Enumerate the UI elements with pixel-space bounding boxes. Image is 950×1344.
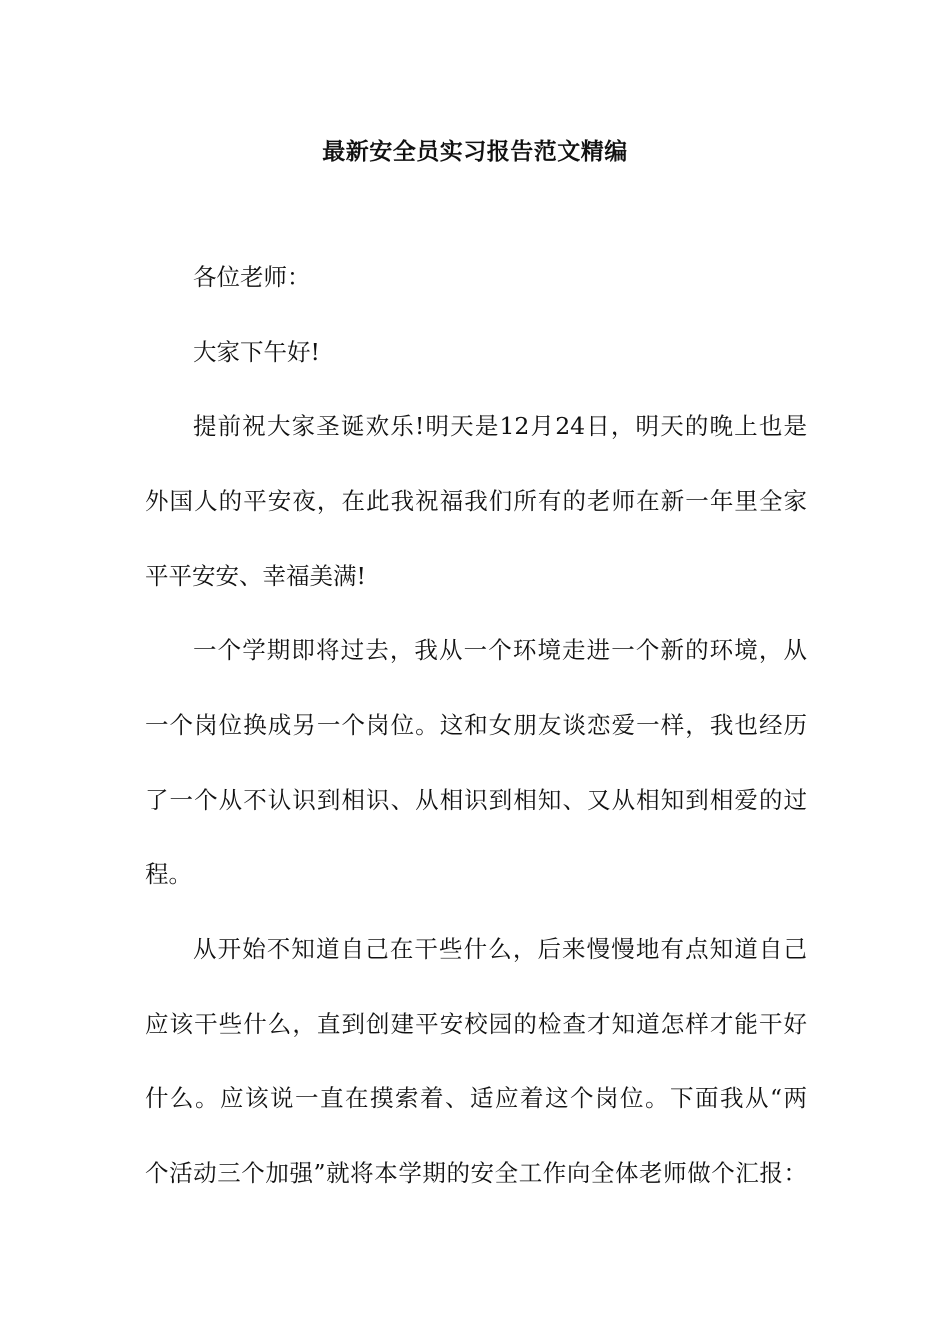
paragraph-line: 提前祝大家圣诞欢乐!明天是12月24日，明天的晚上也是: [193, 412, 807, 440]
paragraph-line: 了一个从不认识到相识、从相识到相知、又从相知到相爱的过: [145, 786, 807, 814]
document-title: 最新安全员实习报告范文精编: [322, 139, 628, 165]
paragraph-line: 一个岗位换成另一个岗位。这和女朋友谈恋爱一样，我也经历: [145, 711, 807, 739]
paragraph-line: 什么。应该说一直在摸索着、适应着这个岗位。下面我从“两: [145, 1084, 807, 1112]
paragraph-line: 外国人的平安夜，在此我祝福我们所有的老师在新一年里全家: [145, 487, 807, 515]
paragraph-line: 应该干些什么，直到创建平安校园的检查才知道怎样才能干好: [145, 1010, 807, 1038]
paragraph-line: 程。: [145, 860, 192, 888]
paragraph-line: 从开始不知道自己在干些什么，后来慢慢地有点知道自己: [193, 935, 807, 963]
greeting-line: 大家下午好!: [193, 338, 320, 366]
paragraph-line: 个活动三个加强”就将本学期的安全工作向全体老师做个汇报：: [145, 1159, 807, 1187]
paragraph-line: 平平安安、幸福美满!: [145, 562, 366, 590]
salutation-line: 各位老师：: [193, 263, 311, 291]
paragraph-line: 一个学期即将过去，我从一个环境走进一个新的环境，从: [193, 636, 807, 664]
